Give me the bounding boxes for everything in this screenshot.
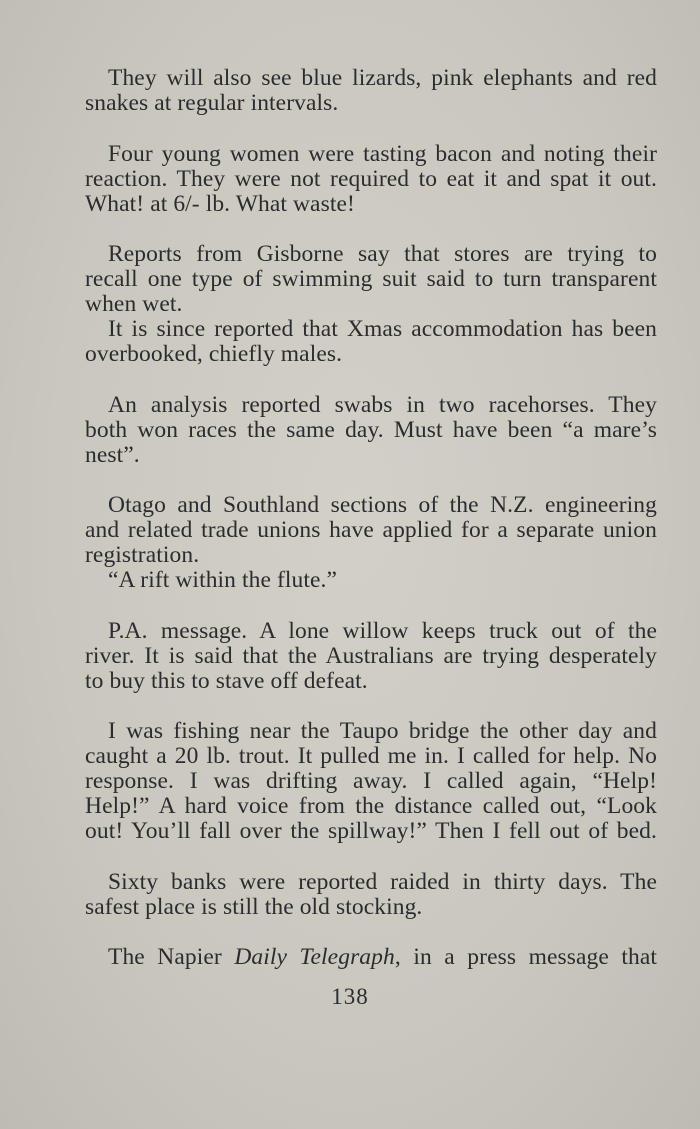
paragraph bbox=[85, 870, 657, 920]
text-line: Sixty banks were reported raided in thirty days. The bbox=[108, 869, 657, 895]
paragraph bbox=[85, 619, 657, 694]
text-line: response. I was drifting away. I called again, “Help! bbox=[85, 768, 657, 794]
text-line: reaction. They were not required to eat it and spat it out. bbox=[85, 166, 657, 192]
paragraph bbox=[85, 568, 657, 593]
paragraph bbox=[85, 393, 657, 468]
text-line: registration. bbox=[85, 542, 200, 568]
text-line: recall one type of swimming suit said to turn transparent bbox=[85, 266, 657, 292]
text-line bbox=[85, 945, 657, 970]
text-line: Reports from Gisborne say that stores are trying to bbox=[108, 241, 657, 267]
text-line: It is since reported that Xmas accommodation has been bbox=[108, 316, 657, 342]
text-line: I was fishing near the Taupo bridge the other day and bbox=[108, 718, 657, 744]
text-line: safest place is still the old stocking. bbox=[85, 894, 423, 920]
text-run: , in a press message that bbox=[394, 944, 657, 970]
text-line: when wet. bbox=[85, 291, 183, 317]
paragraph bbox=[85, 142, 657, 217]
text-line: Four young women were tasting bacon and noting their bbox=[108, 141, 657, 167]
text-line: to buy this to stave off defeat. bbox=[85, 668, 368, 694]
text-line: They will also see blue lizards, pink elephants and red bbox=[108, 65, 657, 91]
text-line: An analysis reported swabs in two racehorses. They bbox=[108, 392, 657, 418]
text-run: The Napier bbox=[108, 944, 235, 970]
text-line: overbooked, chiefly males. bbox=[85, 341, 343, 367]
text-line: Otago and Southland sections of the N.Z. engineering bbox=[108, 492, 657, 518]
paragraph bbox=[85, 493, 657, 568]
publication-title: Daily Telegraph bbox=[234, 944, 395, 970]
text-line: both won races the same day. Must have been “a mare’s bbox=[85, 417, 657, 443]
paragraph bbox=[85, 317, 657, 367]
text-line: caught a 20 lb. trout. It pulled me in. I called for help. No bbox=[85, 743, 657, 769]
paragraph bbox=[85, 945, 657, 970]
text-line: Help!” A hard voice from the distance called out, “Look bbox=[85, 793, 657, 819]
page-number: 138 bbox=[331, 984, 369, 1009]
text-line: out! You’ll fall over the spillway!” Then I fell out of bed. bbox=[85, 818, 657, 844]
paragraph bbox=[85, 719, 657, 844]
text-line: river. It is said that the Australians are trying desperately bbox=[85, 643, 657, 669]
text-line: snakes at regular intervals. bbox=[85, 90, 339, 116]
text-line: “A rift within the flute.” bbox=[108, 567, 338, 593]
text-line: P.A. message. A lone willow keeps truck out of the bbox=[108, 618, 657, 644]
text-line: nest”. bbox=[85, 442, 140, 468]
text-line: What! at 6/- lb. What waste! bbox=[85, 191, 355, 217]
paragraph bbox=[85, 242, 657, 317]
paragraph bbox=[85, 66, 657, 116]
text-line: and related trade unions have applied for a separate union bbox=[85, 517, 657, 543]
